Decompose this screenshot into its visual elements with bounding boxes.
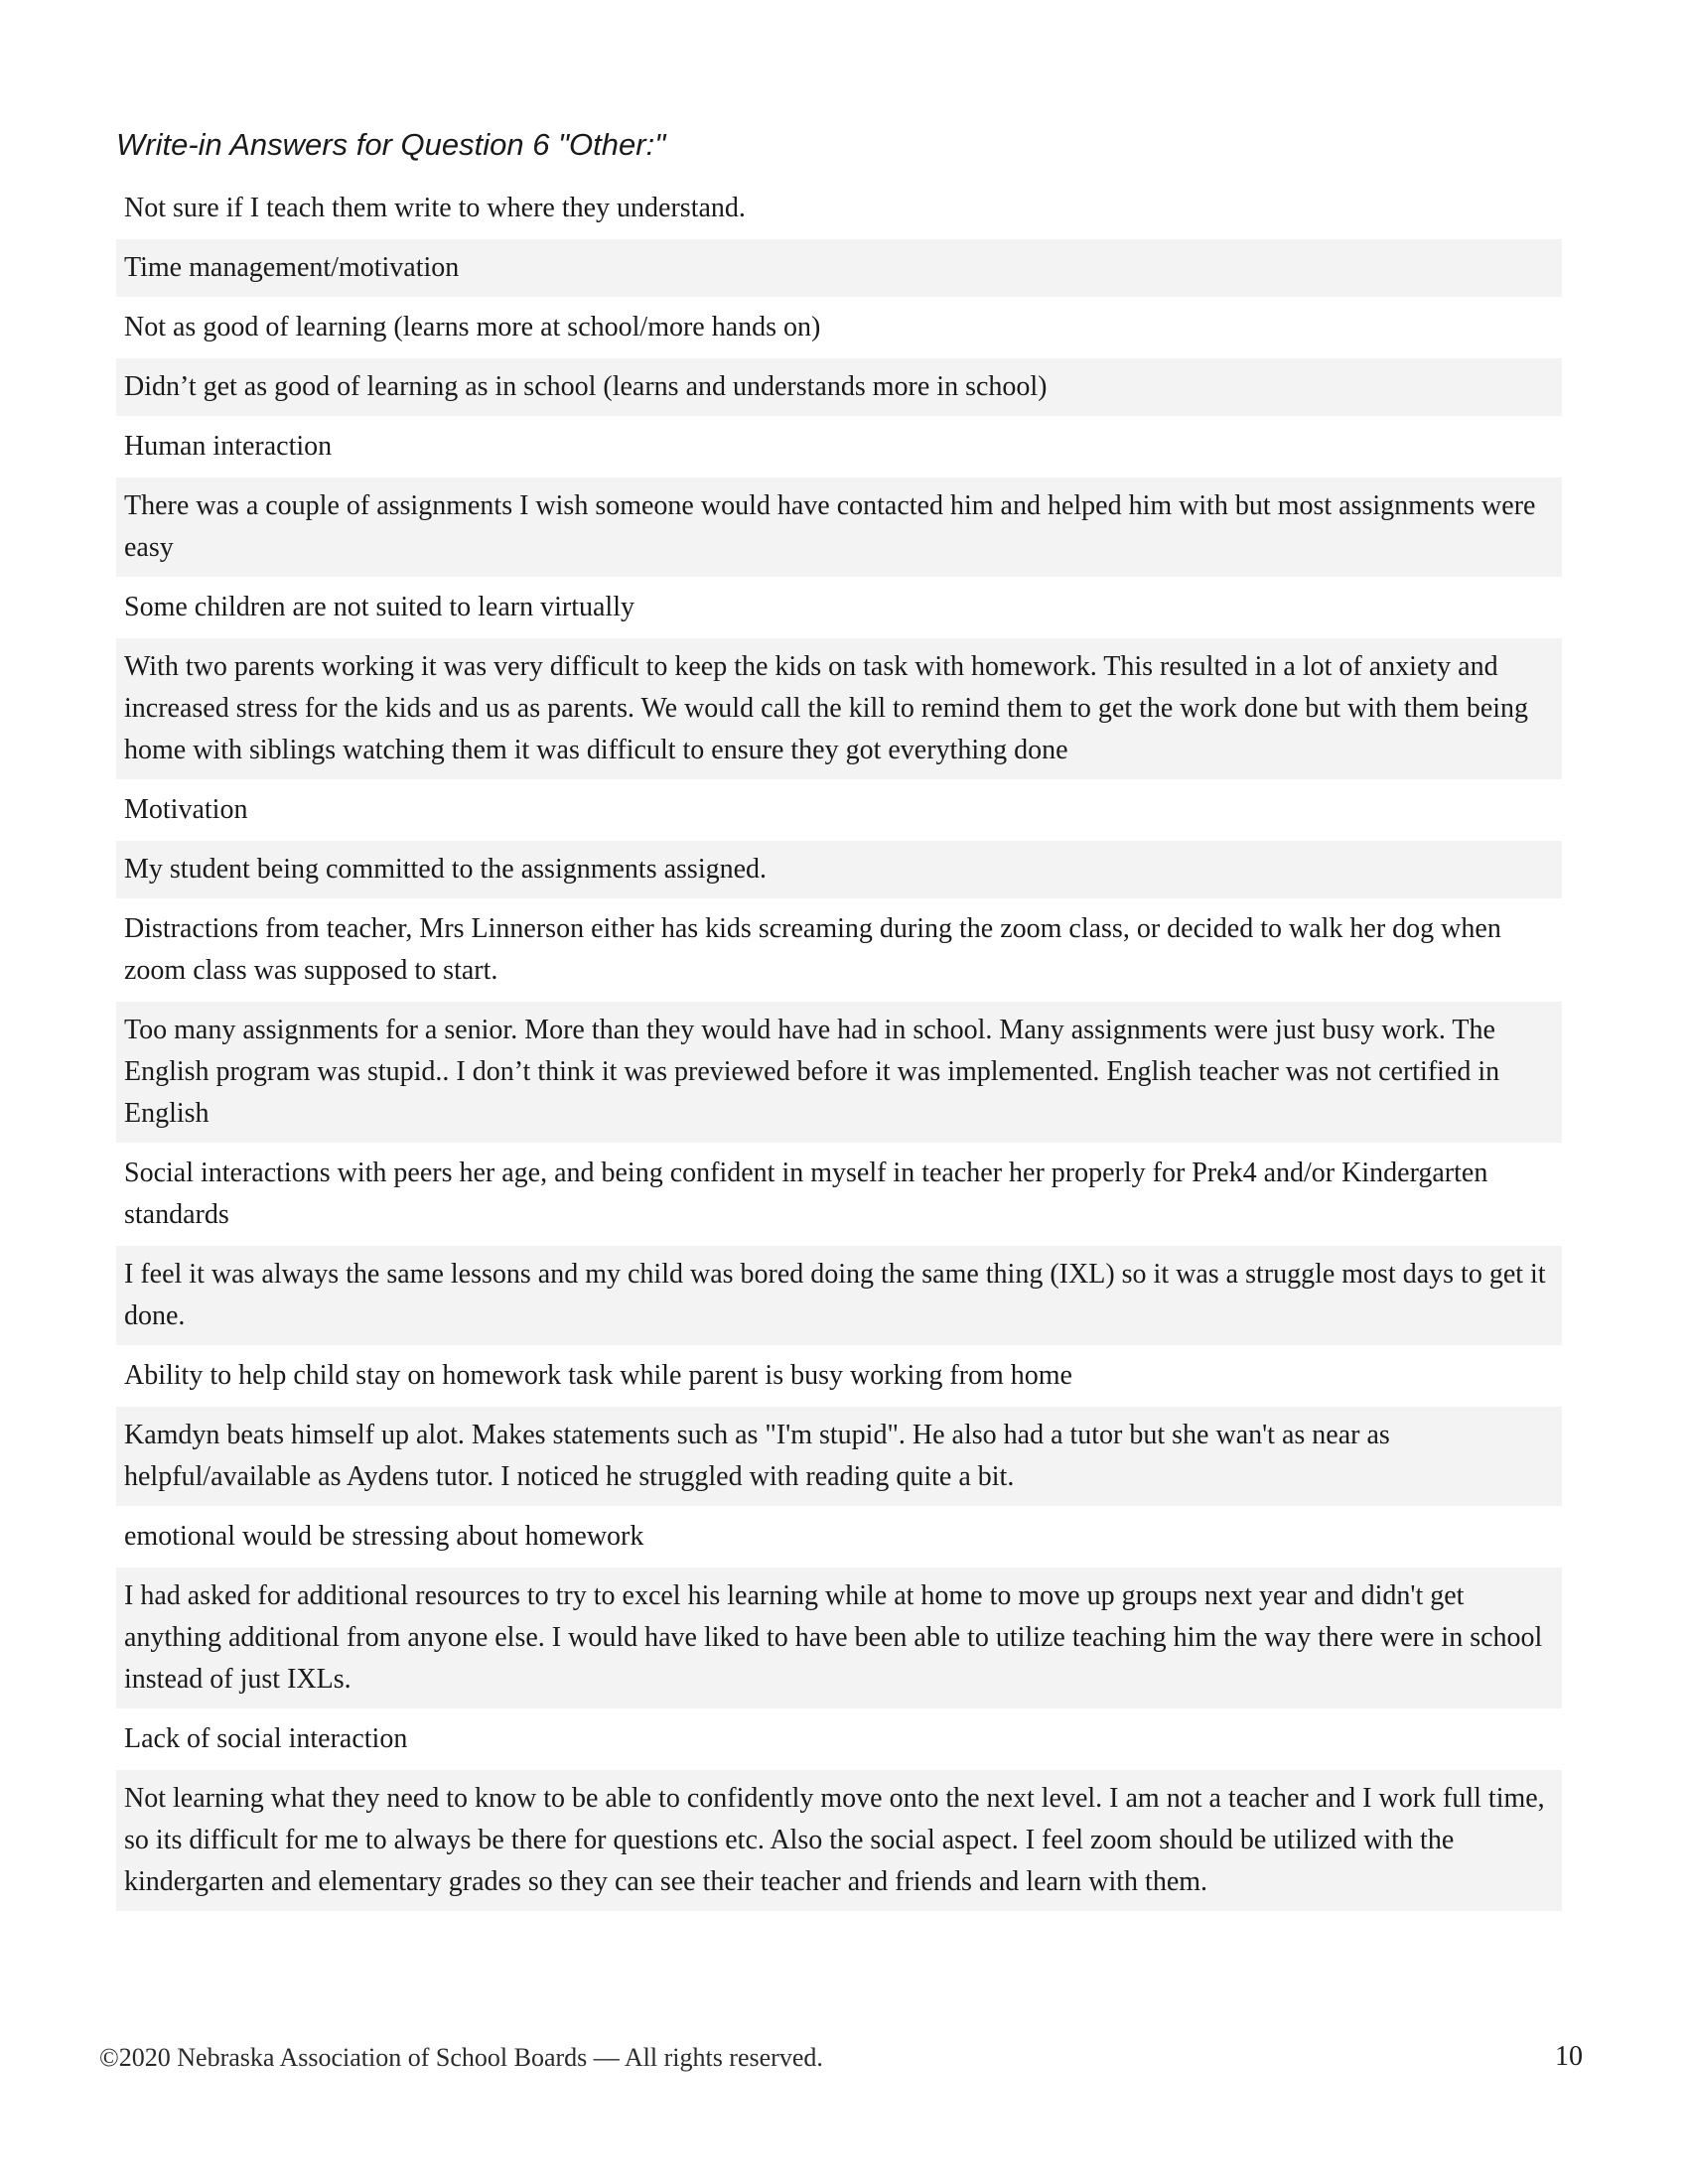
answer-row: Not as good of learning (learns more at school/more hands on) <box>116 298 1562 357</box>
answer-row: emotional would be stressing about homework <box>116 1507 1562 1567</box>
footer-copyright: ©2020 Nebraska Association of School Boards — All rights reserved. <box>99 2043 823 2072</box>
answer-row: Not sure if I teach them write to where they understand. <box>116 179 1562 238</box>
answer-row: I feel it was always the same lessons and my child was bored doing the same thing (IXL) so it was a struggle most days to get it done. <box>116 1245 1562 1346</box>
section-heading: Write-in Answers for Question 6 "Other:" <box>116 127 666 162</box>
answer-row: Motivation <box>116 780 1562 840</box>
answer-row: Human interaction <box>116 417 1562 477</box>
answer-row: With two parents working it was very difficult to keep the kids on task with homework. This resulted in a lot of anxiety and increased stress for the kids and us as parents. We would call the kill to remind them to get the work done but with them being home with siblings watching them it was difficult to ensure they got everything done <box>116 637 1562 780</box>
answer-row: Not learning what they need to know to be able to confidently move onto the next level. I am not a teacher and I work full time, so its difficult for me to always be there for questions etc. Also the social aspect. I feel zoom should be utilized with the kindergarten and elementary grades so they can see their teacher and friends and learn with them. <box>116 1769 1562 1912</box>
answer-row: My student being committed to the assignments assigned. <box>116 840 1562 899</box>
answer-row: Too many assignments for a senior. More than they would have had in school. Many assignments were just busy work. The English program was stupid.. I don’t think it was previewed before it was implemented. English teacher was not certified in English <box>116 1001 1562 1144</box>
answer-row: Ability to help child stay on homework task while parent is busy working from home <box>116 1346 1562 1406</box>
answer-row: Some children are not suited to learn virtually <box>116 578 1562 637</box>
answers-list <box>116 179 1562 1912</box>
answer-row: Didn’t get as good of learning as in school (learns and understands more in school) <box>116 357 1562 417</box>
answer-row: Lack of social interaction <box>116 1709 1562 1769</box>
answer-row: Kamdyn beats himself up alot. Makes statements such as "I'm stupid". He also had a tutor but she wan't as near as helpful/available as Aydens tutor. I noticed he struggled with reading quite a bit. <box>116 1406 1562 1507</box>
answer-row: Distractions from teacher, Mrs Linnerson either has kids screaming during the zoom class, or decided to walk her dog when zoom class was supposed to start. <box>116 899 1562 1001</box>
page-number: 10 <box>1555 2041 1583 2072</box>
answer-row: Social interactions with peers her age, and being confident in myself in teacher her properly for Prek4 and/or Kindergarten standards <box>116 1144 1562 1245</box>
answer-row: There was a couple of assignments I wish someone would have contacted him and helped him with but most assignments were easy <box>116 477 1562 578</box>
answer-row: I had asked for additional resources to try to excel his learning while at home to move up groups next year and didn't get anything additional from anyone else. I would have liked to have been able to utilize teaching him the way there were in school instead of just IXLs. <box>116 1567 1562 1709</box>
answer-row: Time management/motivation <box>116 238 1562 298</box>
